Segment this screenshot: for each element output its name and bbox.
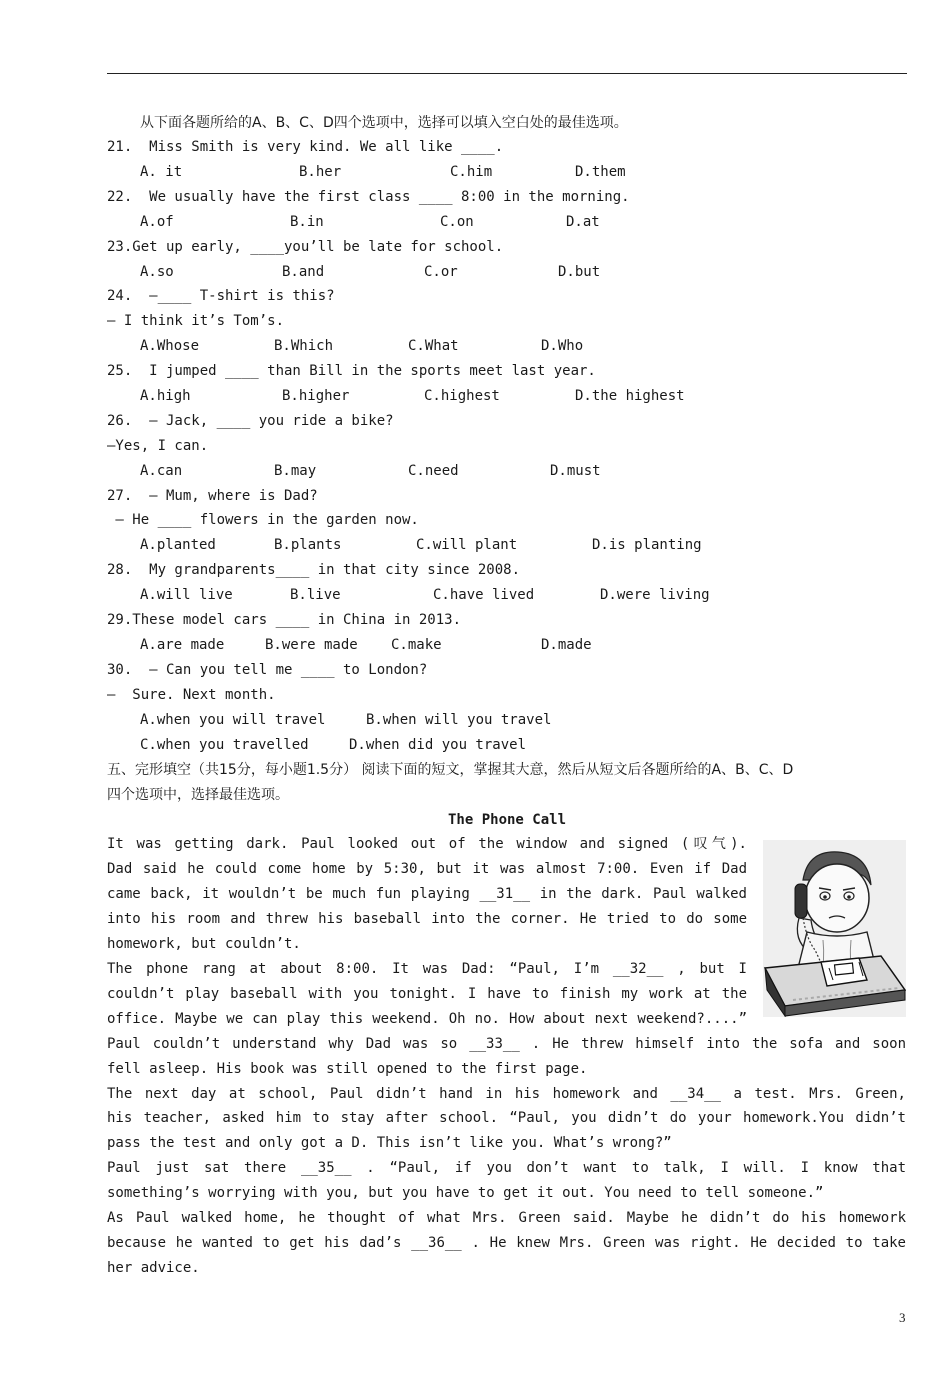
answer-option: D.the highest [575, 388, 685, 404]
passage-line: pass the test and only got a D. This isn’t like you. What’s wrong?” [107, 1135, 672, 1151]
answer-option: D.Who [541, 338, 584, 354]
boy-on-phone-illustration [763, 840, 906, 1017]
passage-line: office. Maybe we can play this weekend. Oh no. How about next weekend?....” [107, 1011, 747, 1027]
answer-option: A.will live [140, 587, 233, 603]
answer-option: A.of [140, 214, 174, 230]
passage-line: his teacher, asked him to stay after school. “Paul, you didn’t do your homework.You didn’t [107, 1110, 906, 1126]
answer-option: B.and [282, 264, 325, 280]
passage-line: into his room and threw his baseball into the corner. He tried to do some [107, 911, 747, 927]
answer-option: C.will plant [416, 537, 518, 553]
answer-option: D.but [558, 264, 601, 280]
answer-option: B.Which [274, 338, 334, 354]
section5-header-line2: 四个选项中，选择最佳选项。 [107, 787, 289, 803]
passage-line: Dad said he could come home by 5:30, but it was almost 7:00. Even if Dad [107, 861, 747, 877]
answer-option: A. it [140, 164, 183, 180]
answer-option: A.planted [140, 537, 216, 553]
question-text: 22. We usually have the first class ____ 8:00 in the morning. [107, 189, 630, 205]
passage-line: came back, it wouldn’t be much fun playing __31__ in the dark. Paul walked [107, 886, 747, 902]
passage-line: Paul just sat there __35__ . “Paul, if you don’t want to talk, I will. I know that [107, 1160, 906, 1176]
question-text: 26. – Jack, ____ you ride a bike? [107, 413, 394, 429]
answer-option: B.her [299, 164, 342, 180]
boy-on-phone-drawing [763, 840, 906, 1017]
question-text: 25. I jumped ____ than Bill in the sports meet last year. [107, 363, 596, 379]
answer-option: D.them [575, 164, 626, 180]
answer-option: A.are made [140, 637, 225, 653]
answer-option: A.Whose [140, 338, 200, 354]
question-text: 21. Miss Smith is very kind. We all like ____. [107, 139, 504, 155]
question-text: 29.These model cars ____ in China in 2013. [107, 612, 462, 628]
answer-option: A.so [140, 264, 174, 280]
answer-option: B.when will you travel [366, 712, 552, 728]
answer-option: C.when you travelled [140, 737, 309, 753]
answer-option: B.higher [282, 388, 350, 404]
passage-line: something’s worrying with you, but you have to get it out. You need to tell someone.” [107, 1185, 824, 1201]
instructions: 从下面各题所给的A、B、C、D四个选项中，选择可以填入空白处的最佳选项。 [140, 115, 628, 131]
answer-option: C.highest [424, 388, 500, 404]
passage-line: homework, but couldn’t. [107, 936, 301, 952]
question-text: 30. – Can you tell me ____ to London? [107, 662, 428, 678]
answer-option: D.is planting [592, 537, 702, 553]
passage-line: her advice. [107, 1260, 200, 1276]
question-text: 24. —____ T-shirt is this? [107, 288, 335, 304]
answer-option: D.made [541, 637, 592, 653]
passage-line: As Paul walked home, he thought of what Mrs. Green said. Maybe he didn’t do his homework [107, 1210, 906, 1226]
passage-line: fell asleep. His book was still opened to the first page. [107, 1061, 588, 1077]
answer-option: A.when you will travel [140, 712, 326, 728]
passage-line: couldn’t play baseball with you tonight. I have to finish my work at the [107, 986, 747, 1002]
answer-option: C.on [440, 214, 474, 230]
question-text: 28. My grandparents____ in that city since 2008. [107, 562, 521, 578]
header-rule [107, 73, 907, 74]
passage-line: The next day at school, Paul didn’t hand in his homework and __34__ a test. Mrs. Green, [107, 1086, 906, 1102]
answer-option: B.may [274, 463, 317, 479]
answer-option: B.plants [274, 537, 342, 553]
answer-option: D.were living [600, 587, 710, 603]
answer-option: D.at [566, 214, 600, 230]
answer-option: A.high [140, 388, 191, 404]
answer-option: C.need [408, 463, 459, 479]
answer-option: B.in [290, 214, 324, 230]
passage-line: The phone rang at about 8:00. It was Dad: “Paul, I’m __32__ , but I [107, 961, 747, 977]
passage-line: Paul couldn’t understand why Dad was so __33__ . He threw himself into the sofa and soon [107, 1036, 906, 1052]
answer-option: D.must [550, 463, 601, 479]
passage-title: The Phone Call [448, 812, 567, 828]
question-text: –Yes, I can. [107, 438, 209, 454]
answer-option: C.What [408, 338, 459, 354]
answer-option: C.him [450, 164, 493, 180]
question-text: – Sure. Next month. [107, 687, 276, 703]
question-text: 27. – Mum, where is Dad? [107, 488, 318, 504]
question-text: – He ____ flowers in the garden now. [107, 512, 419, 528]
answer-option: B.were made [265, 637, 358, 653]
answer-option: D.when did you travel [349, 737, 527, 753]
answer-option: C.or [424, 264, 458, 280]
answer-option: C.have lived [433, 587, 535, 603]
answer-option: A.can [140, 463, 183, 479]
question-text: 23.Get up early, ____you’ll be late for school. [107, 239, 504, 255]
answer-option: C.make [391, 637, 442, 653]
question-text: — I think it’s Tom’s. [107, 313, 285, 329]
page-number: 3 [899, 1310, 906, 1325]
passage-line: It was getting dark. Paul looked out of the window and signed (叹气). [107, 836, 747, 852]
answer-option: B.live [290, 587, 341, 603]
passage-line: because he wanted to get his dad’s __36__ . He knew Mrs. Green was right. He decided to take [107, 1235, 906, 1251]
section5-header-line1: 五、完形填空（共15分，每小题1.5分） 阅读下面的短文，掌握其大意，然后从短文后各题所给的A、B、C、D [107, 762, 794, 778]
